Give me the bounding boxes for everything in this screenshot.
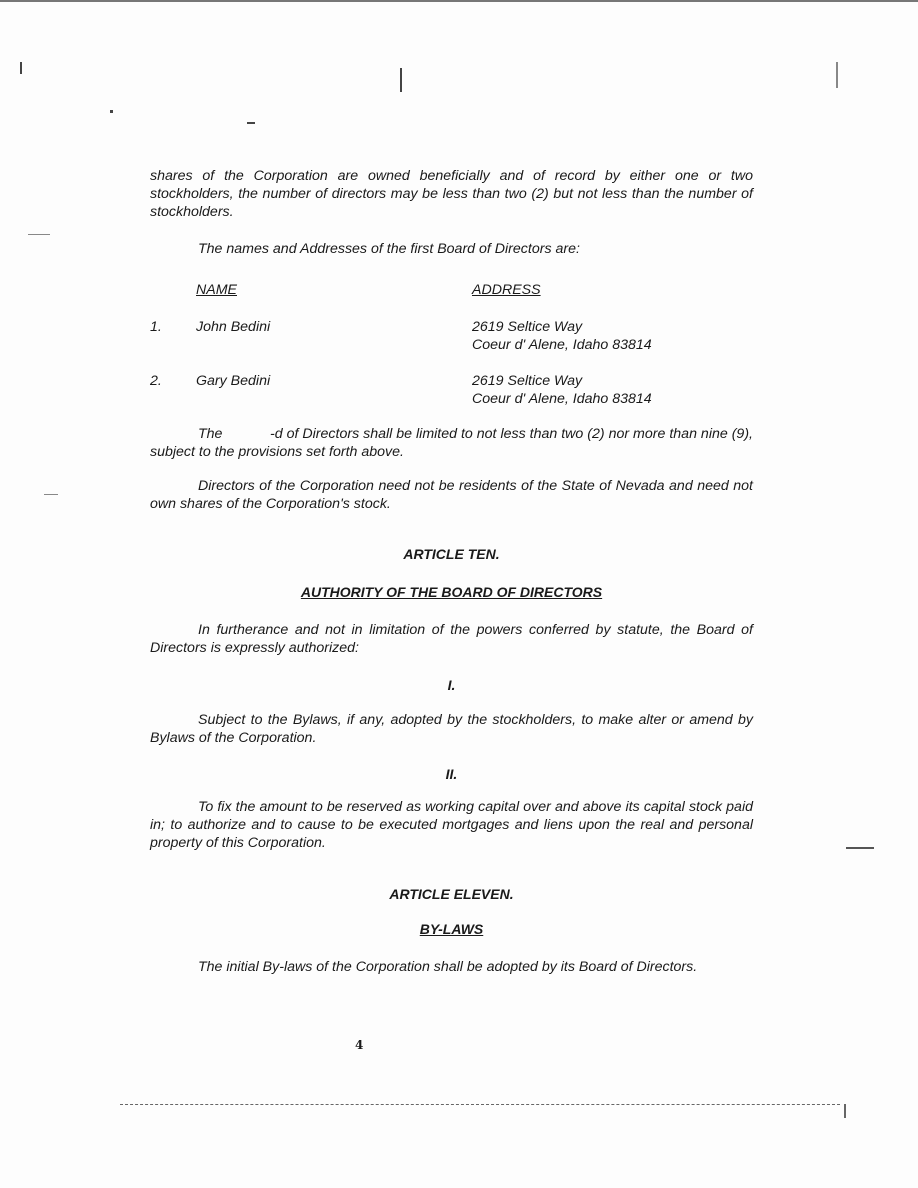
article-eleven-text: The initial By-laws of the Corporation shall be adopted by its Board of Directors. bbox=[198, 959, 698, 975]
address-column-header: ADDRESS bbox=[472, 282, 541, 298]
article-ten-heading: ARTICLE TEN. bbox=[403, 546, 500, 562]
section-ii-label: II. bbox=[445, 766, 458, 782]
board-limit-paragraph: The -d of Directors shall be limited to not less than two (2) nor more than nine (9), subject to the provisions set forth above. bbox=[150, 426, 753, 460]
name-column-header: NAME bbox=[196, 282, 237, 298]
director-number: 1. bbox=[150, 319, 162, 335]
continuation-paragraph: shares of the Corporation are owned beneficially and of record by either one or two stockholders, the number of directors may be less than two (2) but not less than the number of stockholders. bbox=[150, 168, 753, 220]
scan-mark bbox=[836, 62, 838, 88]
scan-mark bbox=[844, 1104, 846, 1118]
scan-speck bbox=[247, 122, 255, 124]
scan-top-border bbox=[0, 0, 918, 2]
page-number: 4 bbox=[355, 1038, 364, 1052]
article-eleven-subheading: BY-LAWS bbox=[419, 921, 484, 937]
scan-mark bbox=[44, 494, 58, 495]
article-ten-subheading: AUTHORITY OF THE BOARD OF DIRECTORS bbox=[300, 584, 603, 600]
scan-mark bbox=[20, 62, 22, 74]
scan-bottom-dash bbox=[120, 1104, 840, 1105]
scan-speck bbox=[110, 110, 113, 113]
director-number: 2. bbox=[150, 373, 162, 389]
section-i-text: Subject to the Bylaws, if any, adopted by the stockholders, to make alter or amend by Bylaws of the Corporation. bbox=[150, 712, 753, 746]
scan-mark bbox=[846, 847, 874, 849]
director-address-line1: 2619 Seltice Way bbox=[472, 319, 583, 335]
scan-mark bbox=[28, 234, 50, 235]
director-address-line2: Coeur d' Alene, Idaho 83814 bbox=[472, 391, 652, 407]
residency-paragraph: Directors of the Corporation need not be residents of the State of Nevada and need not own shares of the Corporation's stock. bbox=[150, 478, 753, 512]
section-i-label: I. bbox=[447, 677, 456, 693]
director-name: Gary Bedini bbox=[196, 373, 271, 389]
section-ii-text: To fix the amount to be reserved as working capital over and above its capital stock paid in; to authorize and to cause to be executed mortgages and liens upon the real and personal property of this Corporation. bbox=[150, 799, 753, 851]
article-eleven-heading: ARTICLE ELEVEN. bbox=[389, 886, 514, 902]
director-address-line1: 2619 Seltice Way bbox=[472, 373, 583, 389]
director-address-line2: Coeur d' Alene, Idaho 83814 bbox=[472, 337, 652, 353]
scan-mark bbox=[400, 68, 402, 92]
directors-intro-paragraph: The names and Addresses of the first Board of Directors are: bbox=[198, 241, 580, 257]
article-ten-intro: In furtherance and not in limitation of the powers conferred by statute, the Board of Directors is expressly authorized: bbox=[150, 622, 753, 656]
director-name: John Bedini bbox=[196, 319, 271, 335]
